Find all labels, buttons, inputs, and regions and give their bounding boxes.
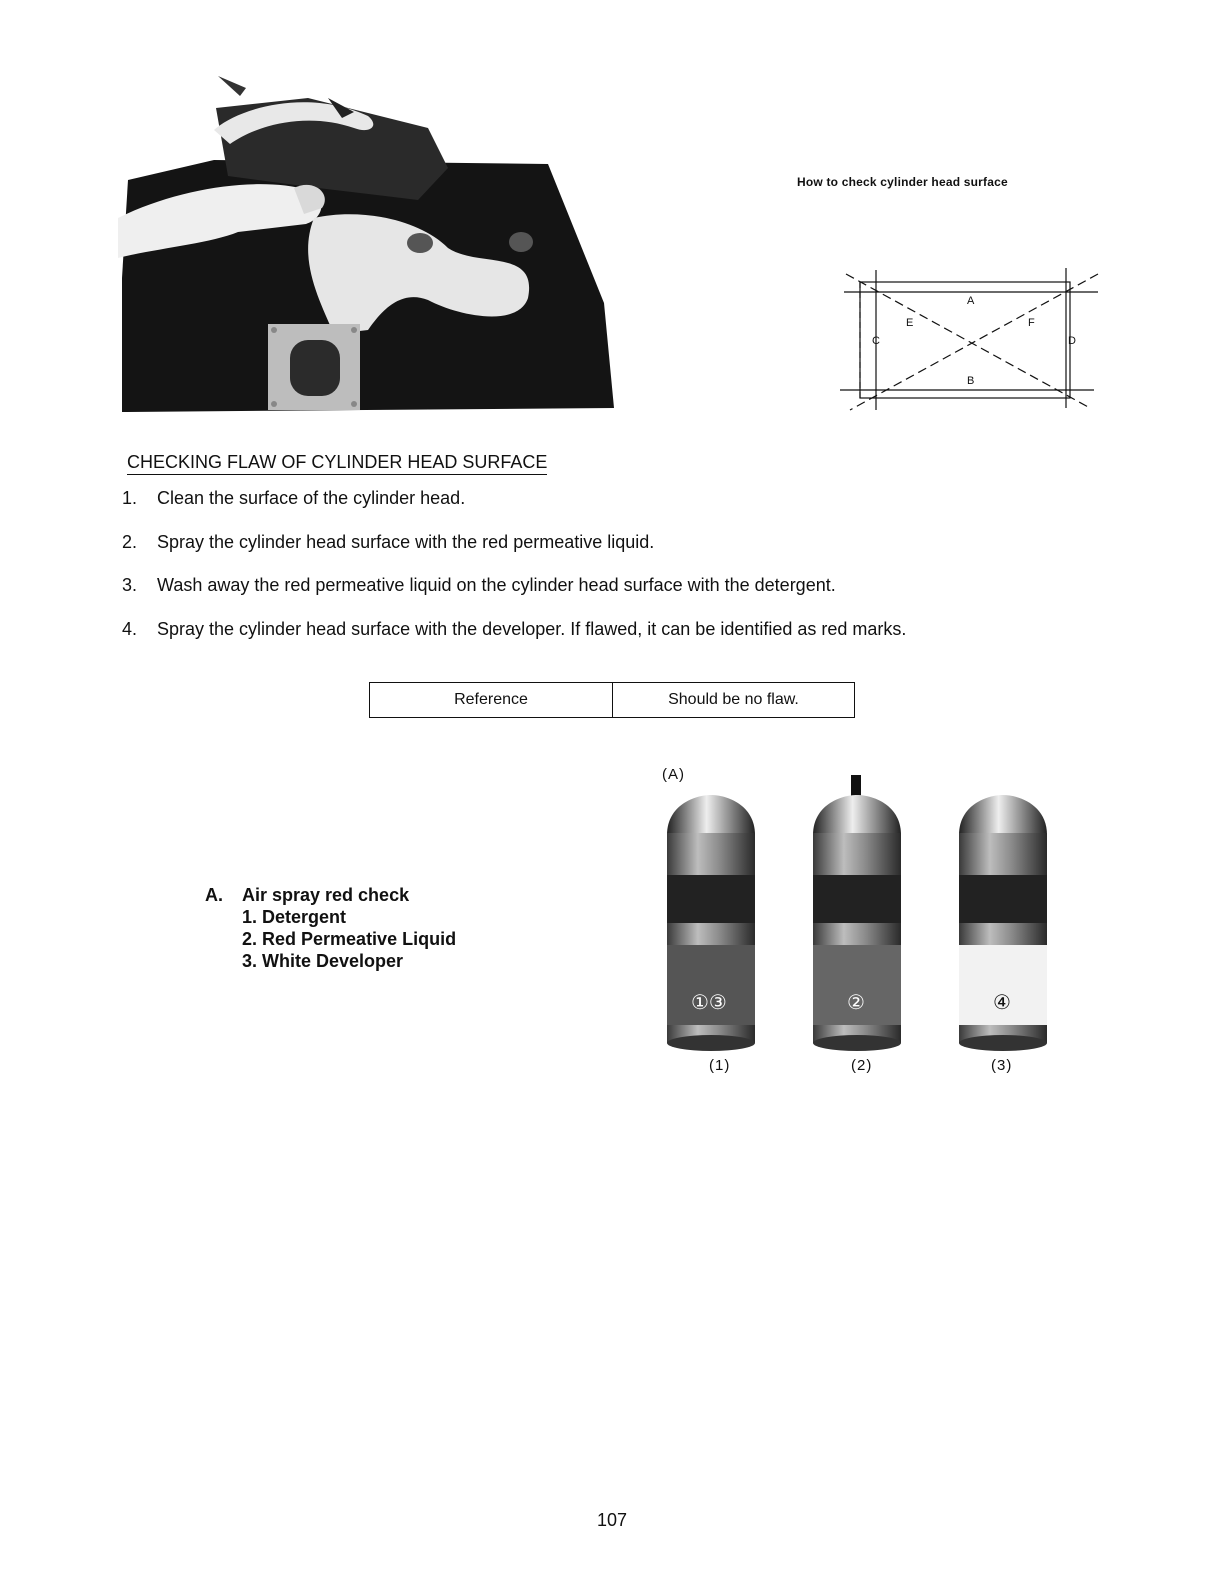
step-text: Clean the surface of the cylinder head.: [157, 488, 466, 508]
step-item: [122, 575, 836, 596]
diagram-label-d: D: [1068, 335, 1076, 347]
diagram-label-f: F: [1028, 317, 1035, 329]
legend-key: A.: [205, 885, 223, 905]
diagram-caption: How to check cylinder head surface: [797, 175, 1008, 189]
step-text: Spray the cylinder head surface with the developer. If flawed, it can be identified as red marks.: [157, 619, 907, 639]
can-label: (3): [991, 1057, 1013, 1074]
can-marker-3: ④: [993, 990, 1011, 1014]
step-item: [122, 619, 906, 640]
spray-cans-photo: [655, 775, 1075, 1085]
legend-item: 1. Detergent: [242, 907, 347, 927]
cylinder-head-photo: [118, 68, 614, 414]
diagram-label-a: A: [967, 295, 975, 307]
step-item: [122, 488, 465, 509]
can-marker-2: ②: [847, 990, 865, 1014]
legend-item: 2. Red Permeative Liquid: [242, 929, 457, 949]
step-number: 2.: [122, 532, 138, 552]
step-item: [122, 532, 654, 553]
cylinder-head-check-diagram: [830, 262, 1102, 414]
diagram-label-b: B: [967, 375, 975, 387]
red-permeative-liquid-can: [813, 775, 901, 1051]
section-heading: CHECKING FLAW OF CYLINDER HEAD SURFACE: [127, 452, 547, 475]
step-text: Spray the cylinder head surface with the red permeative liquid.: [157, 532, 655, 552]
reference-value: Should be no flaw.: [668, 691, 799, 708]
detergent-can: [667, 795, 755, 1051]
cans-figure-label: (A): [662, 766, 685, 783]
cans-legend: [205, 884, 456, 972]
can-label: (1): [709, 1057, 731, 1074]
reference-table: [369, 682, 855, 718]
step-number: 3.: [122, 575, 138, 595]
white-developer-can: [959, 795, 1047, 1051]
reference-label: Reference: [370, 683, 613, 717]
step-text: Wash away the red permeative liquid on the cylinder head surface with the detergent.: [157, 575, 836, 595]
can-marker-1: ①③: [691, 990, 727, 1014]
diagram-label-c: C: [872, 335, 880, 347]
can-label: (2): [851, 1057, 873, 1074]
diagram-label-e: E: [906, 317, 914, 329]
legend-item: 3. White Developer: [242, 951, 404, 971]
legend-title: Air spray red check: [242, 885, 410, 905]
page-number: 107: [597, 1510, 628, 1530]
step-number: 4.: [122, 619, 138, 639]
step-number: 1.: [122, 488, 138, 508]
